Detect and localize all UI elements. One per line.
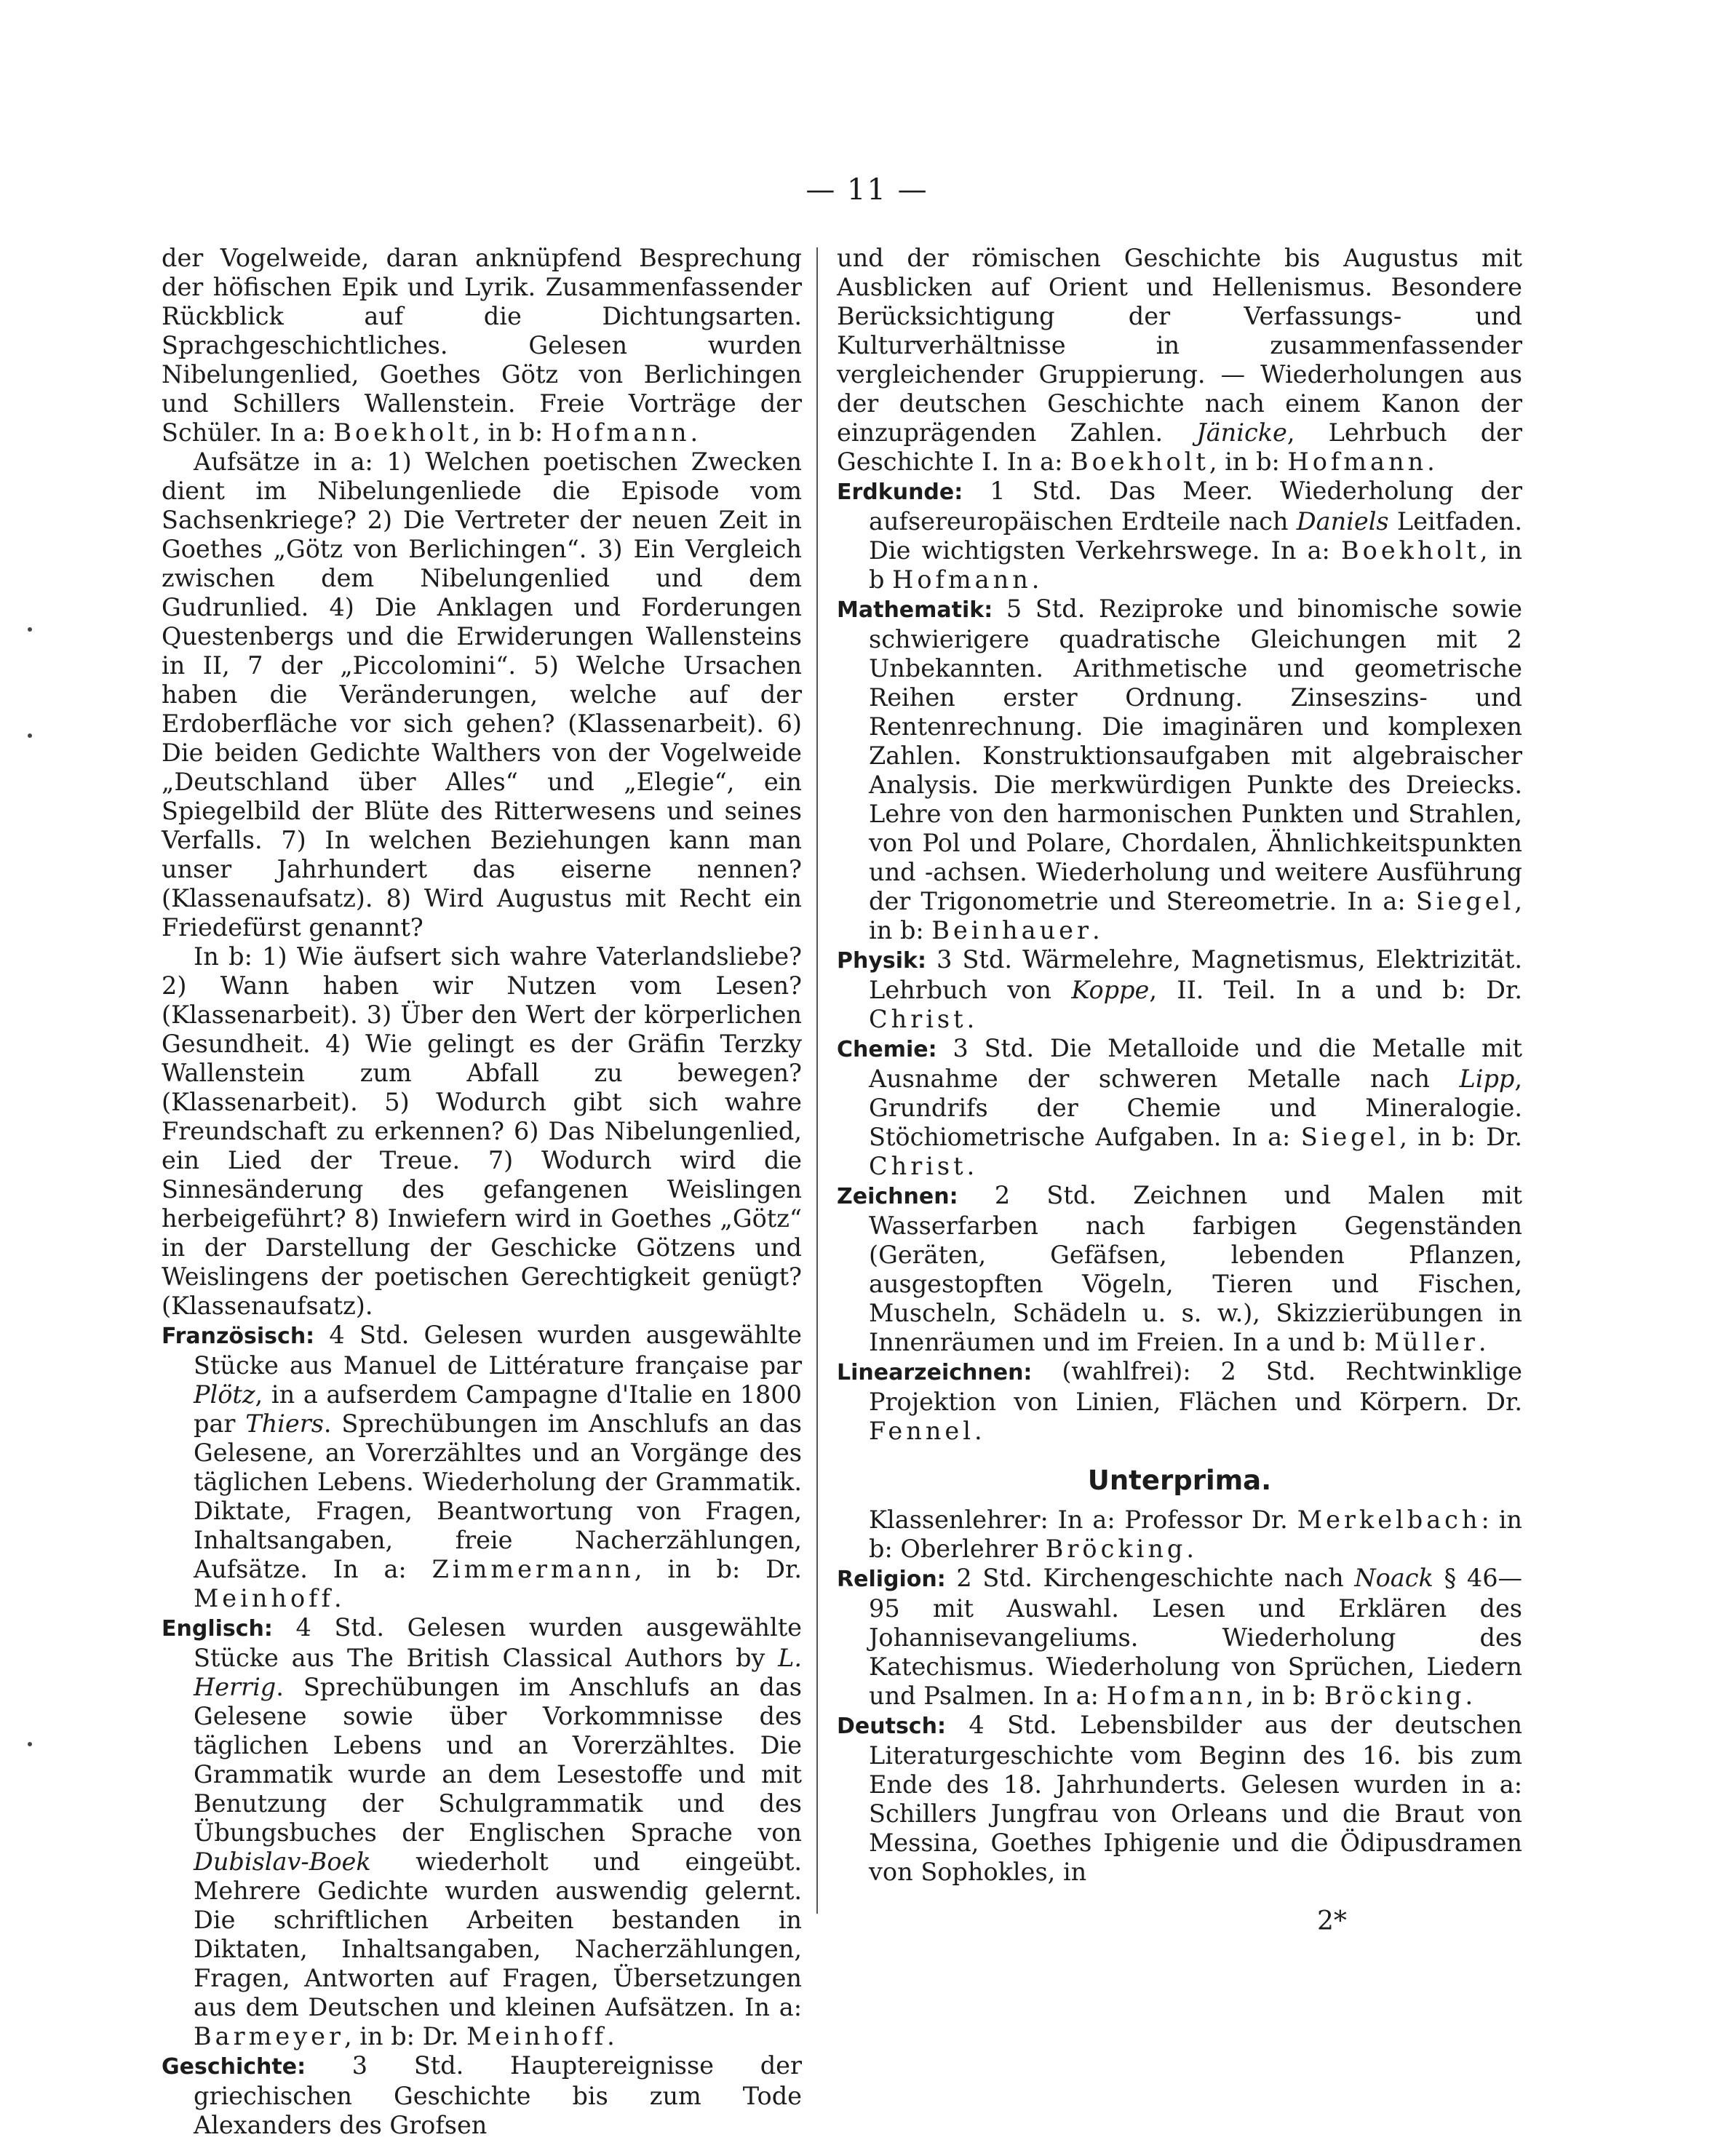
teacher-name: Christ [869, 1005, 967, 1033]
text-fragment: : in b: Oberlehrer [869, 1505, 1522, 1563]
text-fragment: . [1465, 1682, 1473, 1710]
text-fragment: 3 Std. Wärmelehre, Magnetismus, Elektrizität. Lehrbuch von [869, 945, 1522, 1004]
teacher-name: Hofmann [1106, 1682, 1246, 1710]
linearzeichnen-paragraph [837, 1357, 1522, 1446]
text-fragment: . [1427, 447, 1435, 476]
text-fragment: , Grundrifs der Chemie und Mineralogie. Stöchiometrische Aufgaben. In a: [869, 1065, 1522, 1151]
teacher-name: Boekholt [1341, 536, 1480, 565]
geschichte-paragraph [162, 2051, 802, 2140]
author-name: Noack [1354, 1564, 1433, 1592]
subject-heading: Religion: [837, 1567, 946, 1592]
subject-heading: Erdkunde: [837, 480, 963, 505]
text-fragment: 1 Std. Das Meer. Wiederholung der aufsereuropäischen Erdteile nach [869, 477, 1522, 536]
teacher-name: Fennel [869, 1417, 974, 1445]
text-fragment: , II. Teil. In a und b: Dr. [1149, 976, 1522, 1004]
aufsaetze-a-paragraph: Aufsätze in a: 1) Welchen poetischen Zwecken dient im Nibelungenliede die Episode vom Sachsenkriege? 2) Die Vertreter der neuen Zeit in Goethes „Götz von Berlichingen“. 3) Ein Vergleich zwischen dem Nibelungenlied und dem Gudrunlied. 4) Die Anklagen und Forderungen Questenbergs und die Erwiderungen Wallensteins in II, 7 der „Piccolomini“. 5) Welche Ursachen haben die Veränderungen, welche auf der Erdoberfläche vor sich gehen? (Klassenarbeit). 6) Die beiden Gedichte Walthers von der Vogelweide „Deutschland über Alles“ und „Elegie“, ein Spiegelbild der Blüte des Ritterwesens und seines Verfalls. 7) In welchen Beziehungen kann man unser Jahrhundert das eiserne nennen? (Klassenaufsatz). 8) Wird Augustus mit Recht ein Friedefürst genannt? [162, 447, 802, 942]
text-fragment: . [966, 1152, 975, 1180]
author-name: Koppe [1071, 976, 1150, 1004]
text-fragment: , in b: [1209, 447, 1280, 476]
text-fragment: . [690, 418, 699, 447]
text-fragment: . Sprechübungen im Anschlufs an das Gelesene sowie über Vorkommnisse des täglichen Lebens und an Vorerzähltes. Die Grammatik wurde an dem Lesestoffe und mit Benutzung der Schulgrammatik und des Übungsbuches der Englischen Sprache von [194, 1673, 802, 1847]
text-fragment: . Sprechübungen im Anschlufs an das Gelesene, an Vorerzähltes und an Vorgänge des täglichen Lebens. Wiederholung der Grammatik. Diktate, Fragen, Beantwortung von Fragen, Inhaltsangaben, freie Nacherzählungen, Aufsätze. In a: [194, 1409, 802, 1583]
text-fragment: 2 Std. Zeichnen und Malen mit Wasserfarben nach farbigen Gegenständen (Geräten, Gefäfsen, lebenden Pflanzen, ausgestopften Vögeln, Tieren und Fischen, Muscheln, Schädeln u. s. w.), Skizzierübungen in Innenräumen und im Freien. In a und b: [869, 1181, 1522, 1356]
teacher-name: Bröcking [1045, 1535, 1187, 1563]
text-fragment: . [966, 1005, 975, 1033]
text-fragment: 4 Std. Lebensbilder aus der deutschen Literaturgeschichte vom Beginn des 16. bis zum Ende des 18. Jahrhunderts. Gelesen wurden in a: Schillers Jungfrau von Orleans und die Braut von Messina, Goethes Iphigenie und die Ödipusdramen von Sophokles, in [869, 1711, 1522, 1886]
geschichte-continued-paragraph [837, 244, 1522, 477]
text-fragment: . [607, 2022, 615, 2050]
author-name: Lipp [1459, 1065, 1515, 1093]
author-name: Jänicke [1196, 418, 1287, 447]
text-fragment: 4 Std. Gelesen wurden ausgewählte Stücke aus Manuel de Littérature française par [194, 1321, 802, 1380]
text-fragment: wiederholt und eingeübt. Mehrere Gedichte wurden auswendig gelernt. Die schriftlichen Arbeiten bestanden in Diktaten, Inhaltsangaben, Nacherzählungen, Fragen, Antworten auf Fragen, Übersetzungen aus dem Deutschen und kleinen Aufsätzen. In a: [194, 1847, 802, 2021]
margin-dot [28, 1742, 32, 1746]
right-column [837, 244, 1522, 1887]
section-title-unterprima: Unterprima. [1087, 1465, 1272, 1496]
klassenlehrer-paragraph [837, 1505, 1522, 1564]
text-fragment: , in b [869, 536, 1523, 594]
deutsch-continued-text: der Vogelweide, daran anknüpfend Besprechung der höfischen Epik und Lyrik. Zusammenfassender Rückblick auf die Dichtungsarten. Sprachgeschichtliches. Gelesen wurden Nibelungenlied, Goethes Götz von Berlichingen und Schillers Wallenstein. Freie Vorträge der Schüler. In a: [162, 244, 802, 447]
teacher-name: Zimmermann [431, 1555, 635, 1583]
text-fragment: und der römischen Geschichte bis Augustus mit Ausblicken auf Orient und Hellenismus. Besondere Berücksichtigung der Verfassungs- und Kulturverhältnisse in zusammenfassender vergleichender Gruppierung. — Wiederholungen aus der deutschen Geschichte nach einem Kanon der einzuprägenden Zahlen. [837, 244, 1522, 447]
franzoesisch-paragraph [162, 1321, 802, 1613]
teacher-name: Barmeyer [194, 2022, 344, 2050]
teacher-name: Christ [869, 1152, 967, 1180]
teacher-name: Hofmann [550, 418, 691, 447]
subject-heading: Französisch: [162, 1324, 315, 1349]
page-number: — 11 — [806, 173, 928, 207]
erdkunde-paragraph [837, 477, 1522, 594]
deutsch-unterprima-paragraph [837, 1711, 1522, 1887]
mathematik-paragraph [837, 594, 1522, 945]
teacher-name: Hofmann [892, 565, 1032, 594]
teacher-name: Boekholt [1070, 447, 1209, 476]
chemie-paragraph [837, 1034, 1522, 1181]
text-fragment: . [1478, 1328, 1487, 1356]
margin-dot [28, 733, 32, 738]
englisch-paragraph [162, 1613, 802, 2051]
teacher-name: Boekholt [333, 418, 473, 447]
subject-heading: Linearzeichnen: [837, 1360, 1033, 1385]
text-fragment: , in b: Dr. [1399, 1123, 1522, 1151]
subject-heading: Mathematik: [837, 597, 993, 623]
subject-heading: Physik: [837, 948, 926, 974]
text-fragment: 3 Std. Die Metalloide und die Metalle mit Ausnahme der schweren Metalle nach [869, 1034, 1522, 1093]
text-fragment: , in a aufserdem Campagne d'Italie en 1800 par [194, 1380, 802, 1438]
text-fragment: , in b: [869, 887, 1522, 944]
text-fragment: 5 Std. Reziproke und binomische sowie schwierigere quadratische Gleichungen mit 2 Unbekannten. Arithmetische und geometrische Reihen erster Ordnung. Zinseszins- und Rentenrechnung. Die imaginären und komplexen Zahlen. Konstruktionsaufgaben mit algebraischer Analysis. Die merkwürdigen Punkte des Dreiecks. Lehre von den harmonischen Punkten und Strahlen, von Pol und Polare, Chordalen, Ähnlichkeitspunkten und -achsen. Wiederholung und weitere Ausführung der Trigonometrie und Stereometrie. In a: [869, 594, 1522, 915]
text-fragment: . [1092, 916, 1100, 944]
column-divider [816, 247, 818, 1914]
text-fragment: Klassenlehrer: In a: Professor Dr. [869, 1505, 1288, 1534]
text-fragment: , in b: Dr. [343, 2022, 459, 2050]
teacher-name: Müller [1374, 1328, 1479, 1356]
author-name: Plötz [194, 1380, 255, 1409]
signature-mark: 2* [1317, 1906, 1347, 1936]
text-fragment: Leitfaden. Die wichtigsten Verkehrswege. In a: [869, 507, 1522, 565]
author-name: Thiers [245, 1409, 324, 1438]
subject-heading: Englisch: [162, 1616, 273, 1642]
teacher-name: Hofmann [1287, 447, 1428, 476]
teacher-name: Merkelbach [1297, 1505, 1482, 1534]
religion-paragraph [837, 1564, 1522, 1711]
text-fragment: 3 Std. Hauptereignisse der griechischen Geschichte bis zum Tode Alexanders des Grofsen [194, 2051, 802, 2139]
aufsaetze-b-paragraph: In b: 1) Wie äufsert sich wahre Vaterlandsliebe? 2) Wann haben wir Nutzen vom Lesen? (Klassenarbeit). 3) Über den Wert der körperlichen Gesundheit. 4) Wie gelingt es der Gräfin Terzky Wallenstein zum Abfall zu bewegen? (Klassenarbeit). 5) Wodurch gibt sich wahre Freundschaft zu erkennen? 6) Das Nibelungenlied, ein Lied der Treue. 7) Wodurch wird die Sinnesänderung des gefangenen Weislingen herbeigeführt? 8) Inwiefern wird in Goethes „Götz“ in der Darstellung der Geschicke Götzens und Weislingens der poetischen Gerechtigkeit genügt? (Klassenaufsatz). [162, 942, 802, 1320]
text-fragment: . [1031, 565, 1040, 594]
text-fragment: (wahlfrei): 2 Std. Rechtwinklige Projektion von Linien, Flächen und Körpern. Dr. [869, 1357, 1522, 1416]
deutsch-continued-paragraph [162, 244, 802, 447]
teacher-name: Siegel [1415, 887, 1515, 915]
teacher-name: Siegel [1300, 1123, 1400, 1151]
author-name: Dubislav-Boek [194, 1847, 371, 1876]
physik-paragraph [837, 945, 1522, 1034]
teacher-name: Meinhoff [466, 2022, 608, 2050]
text-fragment: 2 Std. Kirchengeschichte nach [956, 1564, 1344, 1592]
author-name: Daniels [1296, 507, 1389, 536]
text-fragment: , in b: [1246, 1682, 1317, 1710]
subject-heading: Chemie: [837, 1037, 937, 1062]
teacher-name: Bröcking [1324, 1682, 1465, 1710]
text-fragment: . [1186, 1535, 1195, 1563]
text-fragment: , in b: [472, 418, 544, 447]
subject-heading: Geschichte: [162, 2054, 306, 2080]
author-name: L. Herrig [194, 1644, 802, 1701]
teacher-name: Beinhauer [931, 916, 1093, 944]
text-fragment: , in b: Dr. [634, 1555, 802, 1583]
text-fragment: , Lehrbuch der Geschichte I. In a: [837, 418, 1522, 476]
subject-heading: Deutsch: [837, 1714, 946, 1739]
left-column [162, 244, 802, 2140]
text-fragment: . [333, 1584, 342, 1612]
subject-heading: Zeichnen: [837, 1184, 958, 1209]
text-fragment: 4 Std. Gelesen wurden ausgewählte Stücke aus The British Classical Authors by [194, 1613, 802, 1672]
margin-dot [28, 627, 32, 632]
text-fragment: . [974, 1417, 982, 1445]
zeichnen-paragraph [837, 1181, 1522, 1357]
text-fragment: § 46—95 mit Auswahl. Lesen und Erklären des Johannisevangeliums. Wiederholung des Katechismus. Wiederholung von Sprüchen, Liedern und Psalmen. In a: [869, 1564, 1523, 1710]
teacher-name: Meinhoff [194, 1584, 334, 1612]
